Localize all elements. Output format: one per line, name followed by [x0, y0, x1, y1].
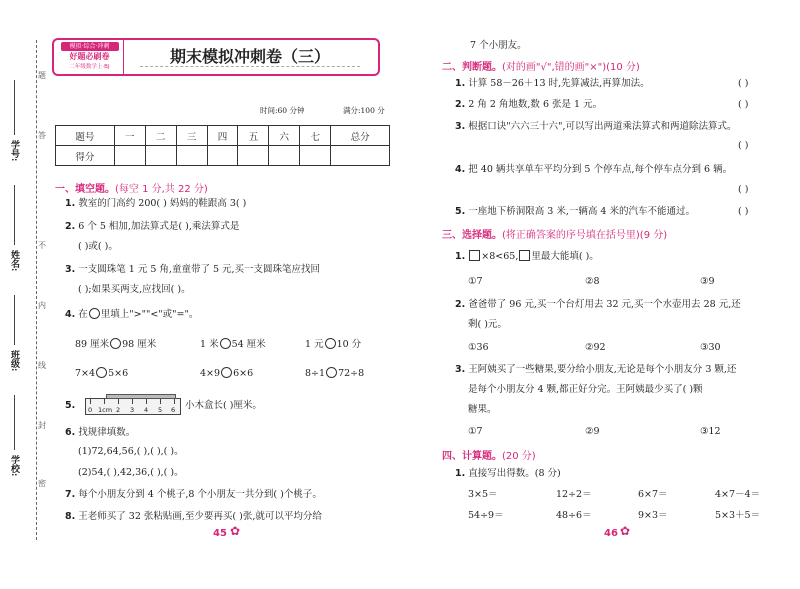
question-number: 8.: [65, 511, 76, 522]
fold-char: 不: [38, 241, 46, 250]
ruler-label: 3: [130, 406, 135, 414]
square-blank-icon: [519, 250, 530, 261]
fold-char: 线: [38, 361, 46, 370]
score-cell[interactable]: [269, 146, 300, 166]
question-5-number: 5.: [65, 400, 76, 411]
question-3-line2: ( );如果买两支,应找回( )。: [78, 284, 191, 295]
ruler-tick: [146, 399, 147, 404]
question-5-text: 小木盒长( )厘米。: [185, 400, 262, 411]
choice-option[interactable]: ③30: [700, 342, 721, 353]
ruler-label: 0: [88, 406, 93, 414]
score-header-cell: 五: [238, 126, 269, 146]
question-text: 把 40 辆共享单车平均分到 5 个停车点,每个停车点分到 6 辆。: [468, 164, 733, 175]
compare-item: [305, 367, 364, 380]
fold-char: 密: [38, 479, 46, 488]
question-text: 一支圆珠笔 1 元 5 角,童童带了 5 元,买一支圆珠笔应找回: [78, 264, 321, 275]
margin-line-school: [14, 395, 15, 450]
score-header-cell: 题号: [56, 126, 115, 146]
badge-main: 好题必刷卷: [69, 52, 110, 61]
compare-item: [200, 338, 266, 351]
calc-item: 12÷2＝: [556, 489, 592, 500]
choice-option[interactable]: ①36: [468, 342, 489, 353]
palm-decoration-icon: ✿: [620, 524, 631, 538]
question-text: 教室的门高约 200( ) 妈妈的鞋跟高 3( ): [78, 198, 247, 209]
question-2-line2: ( )或( )。: [78, 241, 118, 252]
choice-option[interactable]: ③9: [700, 276, 715, 287]
section-title: 一、填空题。: [55, 184, 115, 195]
margin-line-name: [14, 185, 15, 245]
score-cell[interactable]: [300, 146, 331, 166]
compare-circle[interactable]: [221, 367, 232, 378]
section-title: 四、计算题。: [442, 451, 502, 462]
compare-circle[interactable]: [96, 367, 107, 378]
compare-right: 98 厘米: [122, 339, 157, 350]
judge-4-paren[interactable]: ( ): [738, 184, 749, 195]
fold-char: 答: [38, 131, 46, 140]
ruler-figure: [85, 398, 181, 415]
question-6-part1: (1)72,64,56,( ),( ),( )。: [78, 446, 184, 457]
compare-left: 89 厘米: [75, 339, 110, 350]
section-true-false: [442, 58, 640, 73]
compare-circle[interactable]: [220, 338, 231, 349]
ruler-tick: [118, 399, 119, 404]
ruler-tick: [174, 399, 175, 404]
question-8: [65, 511, 322, 523]
badge-sub: 二年级数学上·BJ: [69, 64, 110, 70]
compare-item: [200, 367, 253, 380]
question-text: 一座地下桥洞限高 3 米,一辆高 4 米的汽车不能通过。: [468, 206, 695, 217]
question-number: 4.: [455, 164, 466, 175]
choice-2: [455, 299, 741, 311]
margin-line-id: [14, 80, 15, 135]
question-number: 2.: [455, 99, 466, 110]
binding-dashed-line: [36, 40, 37, 540]
score-header-cell: 一: [114, 126, 145, 146]
choice-3-line3: 糖果。: [468, 404, 497, 415]
question-number: 2.: [65, 221, 76, 232]
fold-char: 题: [38, 71, 46, 80]
calc-item: 4×7－4＝: [715, 489, 761, 500]
question-number: 1.: [65, 198, 76, 209]
question-1: [65, 198, 246, 210]
compare-right: 54 厘米: [231, 339, 266, 350]
choice-option[interactable]: ②92: [585, 342, 606, 353]
choice-option[interactable]: ③12: [700, 426, 721, 437]
question-6: [65, 427, 135, 439]
choice-option[interactable]: ①7: [468, 276, 483, 287]
compare-left: 1 米: [200, 339, 219, 350]
question-7: [65, 489, 322, 501]
header-badge: [56, 40, 124, 74]
calc-item: 3×5＝: [468, 489, 498, 500]
question-text: 找规律填数。: [78, 427, 136, 438]
question-text: 6 个 5 相加,加法算式是( ),乘法算式是: [78, 221, 240, 232]
section-note: (对的画"√",错的画"×")(10 分): [502, 62, 640, 73]
question-3: [65, 264, 320, 276]
score-header-cell: 七: [300, 126, 331, 146]
square-blank-icon: [469, 250, 480, 261]
judge-5-paren[interactable]: ( ): [738, 206, 749, 217]
judge-2-paren[interactable]: ( ): [738, 99, 749, 110]
question-2: [65, 221, 239, 233]
margin-label-class: 班级:: [9, 350, 19, 372]
question-text: 爸爸带了 96 元,买一个台灯用去 32 元,买一个水壶用去 28 元,还: [468, 299, 741, 310]
question-text: 每个小朋友分到 4 个桃子,8 个小朋友一共分到( )个桃子。: [78, 489, 322, 500]
question-6-part2: (2)54,( ),42,36,( ),( )。: [78, 467, 184, 478]
choice-3: [455, 364, 736, 376]
margin-line-class: [14, 295, 15, 345]
choice-1: [455, 250, 599, 263]
choice-option[interactable]: ②9: [585, 426, 600, 437]
ruler-label: 2: [116, 406, 121, 414]
choice-option[interactable]: ①7: [468, 426, 483, 437]
score-cell[interactable]: [145, 146, 176, 166]
question-number: 3.: [455, 121, 466, 132]
score-cell[interactable]: [238, 146, 269, 166]
question-number: 3.: [455, 364, 466, 375]
compare-left: 4×9: [200, 368, 221, 379]
exam-full-score: 满分:100 分: [343, 106, 385, 115]
calc-item: 54÷9＝: [468, 510, 504, 521]
judge-5: [455, 206, 695, 218]
ruler-label: 4: [144, 406, 149, 414]
score-table-score-row: [56, 146, 390, 166]
exam-time: 时间:60 分钟: [260, 106, 305, 115]
choice-3-line2: 是每个小朋友分 4 颗,都正好分完。王阿姨最少买了( )颗: [468, 384, 703, 395]
section-note: (每空 1 分,共 22 分): [115, 184, 208, 195]
question-8-continued: 7 个小朋友。: [470, 40, 527, 51]
score-header-cell: 二: [145, 126, 176, 146]
question-number: 1.: [455, 78, 466, 89]
choice-2-line2: 剩( )元。: [468, 319, 507, 330]
compare-right: 5×6: [108, 368, 129, 379]
judge-1: [455, 78, 650, 90]
question-text: 王阿姨买了一些糖果,要分给小朋友,无论是每个小朋友分 3 颗,还: [468, 364, 737, 375]
compare-circle[interactable]: [326, 367, 337, 378]
ruler-tick: [90, 399, 91, 404]
score-row-label: 得分: [56, 146, 115, 166]
score-table-header-row: [56, 126, 390, 146]
calc-item: 5×3＋5＝: [715, 510, 761, 521]
compare-item: [305, 338, 361, 351]
wooden-box: [106, 394, 176, 399]
question-number: 1.: [455, 251, 466, 262]
question-text: 在: [78, 309, 88, 320]
page-number-right: 46: [604, 528, 618, 539]
section-fill-blank: [55, 180, 208, 195]
badge-top: 模拟·综合·冲刺: [61, 42, 119, 51]
question-text: 2 角 2 角地数,数 6 张是 1 元。: [468, 99, 603, 110]
page-title: 期末模拟冲刺卷（三）: [169, 47, 330, 66]
judge-4: [455, 164, 732, 176]
compare-circle[interactable]: [325, 338, 336, 349]
section-calculation: [442, 447, 536, 462]
fold-char: 封: [38, 421, 46, 430]
question-number: 2.: [455, 299, 466, 310]
title-underline: [140, 66, 360, 67]
compare-left: 8÷1: [305, 368, 326, 379]
compare-item: [75, 338, 156, 351]
fold-char: 内: [38, 301, 46, 310]
calc-item: 48÷6＝: [556, 510, 592, 521]
question-number: 7.: [65, 489, 76, 500]
score-table: [55, 125, 390, 166]
question-number: 5.: [455, 206, 466, 217]
question-text: 里填上">""<"或"="。: [100, 309, 199, 320]
section-note: (将正确答案的序号填在括号里)(9 分): [502, 230, 668, 241]
question-text: 里最大能填( )。: [531, 251, 599, 262]
score-header-cell: 六: [269, 126, 300, 146]
question-4: [65, 308, 198, 321]
ruler-tick: [132, 399, 133, 404]
ruler-tick: [104, 399, 105, 404]
ruler-label: 6: [171, 406, 176, 414]
compare-left: 7×4: [75, 368, 96, 379]
margin-label-id: 学号:: [9, 140, 19, 162]
ruler-label: 1cm: [98, 406, 113, 414]
question-number: 6.: [65, 427, 76, 438]
judge-2: [455, 99, 602, 111]
compare-right: 6×6: [233, 368, 254, 379]
score-header-cell: 四: [207, 126, 238, 146]
calc-item: 9×3＝: [638, 510, 668, 521]
question-number: 1.: [455, 468, 466, 479]
section-note: (20 分): [502, 451, 536, 462]
question-text: 根据口诀"六六三十六",可以写出两道乘法算式和两道除法算式。: [468, 121, 737, 132]
question-text: ×8<65,: [481, 251, 519, 262]
margin-label-school: 学校:: [9, 455, 19, 477]
calc-item: 6×7＝: [638, 489, 668, 500]
judge-1-paren[interactable]: ( ): [738, 78, 749, 89]
palm-decoration-icon: ✿: [230, 524, 241, 538]
compare-right: 72÷8: [338, 368, 365, 379]
section-title: 二、判断题。: [442, 62, 502, 73]
circle-blank-icon: [89, 308, 100, 319]
question-number: 3.: [65, 264, 76, 275]
score-cell[interactable]: [207, 146, 238, 166]
compare-left: 1 元: [305, 339, 324, 350]
compare-item: [75, 367, 128, 380]
score-header-cell: 总分: [331, 126, 390, 146]
section-multiple-choice: [442, 226, 667, 241]
score-header-cell: 三: [176, 126, 207, 146]
question-number: 4.: [65, 309, 76, 320]
question-text: 王老师买了 32 张粘贴画,至少要再买( )张,就可以平均分给: [78, 511, 322, 522]
score-cell[interactable]: [176, 146, 207, 166]
judge-3: [455, 121, 737, 133]
question-text: 计算 58－26＋13 时,先算减法,再算加法。: [468, 78, 650, 89]
ruler-tick: [160, 399, 161, 404]
score-cell[interactable]: [331, 146, 390, 166]
margin-label-name: 姓名:: [9, 250, 19, 272]
question-text: 直接写出得数。(8 分): [468, 468, 561, 479]
compare-circle[interactable]: [110, 338, 121, 349]
compare-right: 10 分: [336, 339, 362, 350]
calc-question-1: [455, 468, 561, 480]
page-number-left: 45: [213, 528, 227, 539]
judge-3-paren[interactable]: ( ): [738, 140, 749, 151]
ruler-label: 5: [158, 406, 163, 414]
choice-option[interactable]: ②8: [585, 276, 600, 287]
section-title: 三、选择题。: [442, 230, 502, 241]
score-cell[interactable]: [114, 146, 145, 166]
